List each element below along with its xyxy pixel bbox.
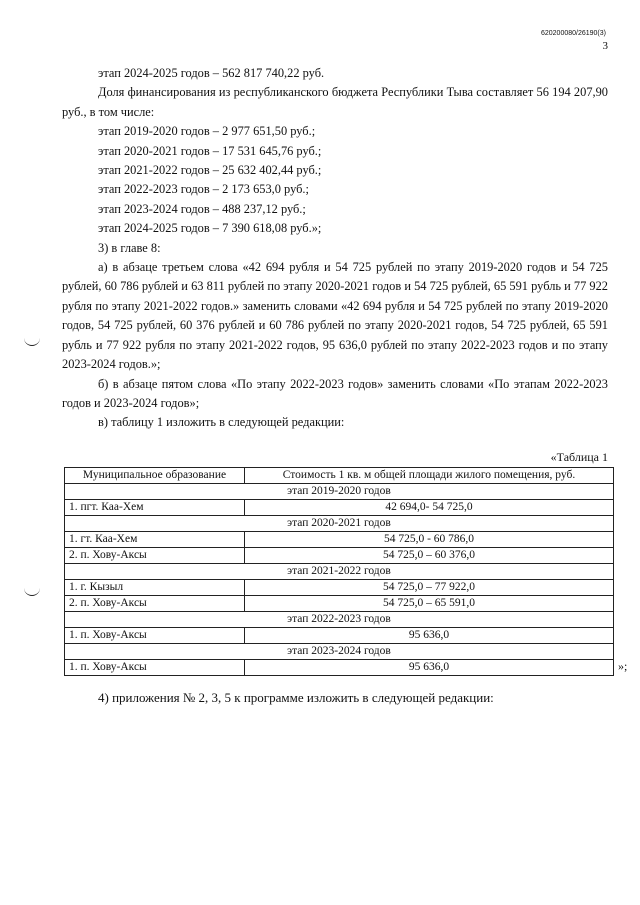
municipality-cell: 2. п. Хову-Аксы <box>65 548 245 564</box>
municipality-cell: 1. п. Хову-Аксы <box>65 660 245 676</box>
table-stage-row <box>65 564 614 580</box>
table-row <box>65 596 614 612</box>
table-header-row <box>65 468 614 484</box>
cost-cell: 54 725,0 - 60 786,0 <box>245 532 614 548</box>
cost-table <box>64 467 614 676</box>
table-row <box>65 628 614 644</box>
table-closing-quote: »; <box>618 659 628 673</box>
table-row <box>65 500 614 516</box>
paragraph: этап 2024-2025 годов – 562 817 740,22 руб. <box>98 66 325 80</box>
cost-cell: 95 636,0 <box>245 660 614 676</box>
cost-cell: 54 725,0 – 77 922,0 <box>245 580 614 596</box>
column-header-cost: Стоимость 1 кв. м общей площади жилого помещения, руб. <box>245 468 614 484</box>
municipality-cell: 2. п. Хову-Аксы <box>65 596 245 612</box>
paragraph: этап 2023-2024 годов – 488 237,12 руб.; <box>98 201 306 216</box>
paragraph: в) таблицу 1 изложить в следующей редакции: <box>98 415 345 430</box>
paragraph: этап 2019-2020 годов – 2 977 651,50 руб.; <box>98 124 316 139</box>
document-id: 620200080/26190(3) <box>540 30 606 37</box>
table-stage-row <box>65 644 614 660</box>
paragraph: этап 2021-2022 годов – 25 632 402,44 руб.; <box>98 163 322 178</box>
final-paragraph: 4) приложения № 2, 3, 5 к программе изложить в следующей редакции: <box>98 690 494 705</box>
table-row <box>65 548 614 564</box>
paragraph: этап 2020-2021 годов – 17 531 645,76 руб.; <box>98 143 322 158</box>
stage-title: этап 2019-2020 годов <box>65 484 614 500</box>
paragraph: этап 2022-2023 годов – 2 173 653,0 руб.; <box>98 182 309 197</box>
margin-mark <box>24 585 40 596</box>
margin-mark <box>24 335 40 346</box>
cost-cell: 42 694,0- 54 725,0 <box>245 500 614 516</box>
stage-title: этап 2020-2021 годов <box>65 516 614 532</box>
page-number: 3 <box>602 40 608 52</box>
table-stage-row <box>65 516 614 532</box>
cost-cell: 54 725,0 – 65 591,0 <box>245 596 614 612</box>
table-row <box>65 580 614 596</box>
cost-cell: 95 636,0 <box>245 628 614 644</box>
column-header-municipality: Муниципальное образование <box>65 468 245 484</box>
paragraph: 3) в главе 8: <box>98 240 161 255</box>
cost-cell: 54 725,0 – 60 376,0 <box>245 548 614 564</box>
stage-title: этап 2023-2024 годов <box>65 644 614 660</box>
paragraph: а) в абзаце третьем слова «42 694 рубля и 54 725 рублей по этапу 2019-2020 годов и 54 725 рублей, 60 786 рублей и 63 811 рублей по этапу 2020-2021 годов и 54 725 рублей, 65 591 рубль и 77 922 рубля по этапу 2021-2022 годов.» заменить словами «42 694 рубля и 54 725 рублей по этапу 2019-2020 годов, 54 725 рублей, 60 376 рублей и 60 786 рублей по этапу 2020-2021 годов, 54 725 рублей, 65 591 рубль и 77 922 рубля по этапу 2021-2022 годов, 95 636,0 рублей по этапу 2022-2023 годов и по этапу 2023-2024 годов.»; <box>62 260 608 372</box>
body-text <box>62 64 608 433</box>
paragraph: Доля финансирования из республиканского бюджета Республики Тыва составляет 56 194 207,90 руб., в том числе: <box>62 85 608 119</box>
stage-title: этап 2021-2022 годов <box>65 564 614 580</box>
table-stage-row <box>65 484 614 500</box>
stage-title: этап 2022-2023 годов <box>65 612 614 628</box>
municipality-cell: 1. пгт. Каа-Хем <box>65 500 245 516</box>
municipality-cell: 1. гт. Каа-Хем <box>65 532 245 548</box>
table-caption: «Таблица 1 <box>550 450 608 464</box>
paragraph: этап 2024-2025 годов – 7 390 618,08 руб.»; <box>98 221 322 236</box>
table-row <box>65 532 614 548</box>
municipality-cell: 1. г. Кызыл <box>65 580 245 596</box>
municipality-cell: 1. п. Хову-Аксы <box>65 628 245 644</box>
table-stage-row <box>65 612 614 628</box>
paragraph: б) в абзаце пятом слова «По этапу 2022-2023 годов» заменить словами «По этапам 2022-2023 годов и 2023-2024 годов»; <box>62 376 608 410</box>
table-row <box>65 660 614 676</box>
